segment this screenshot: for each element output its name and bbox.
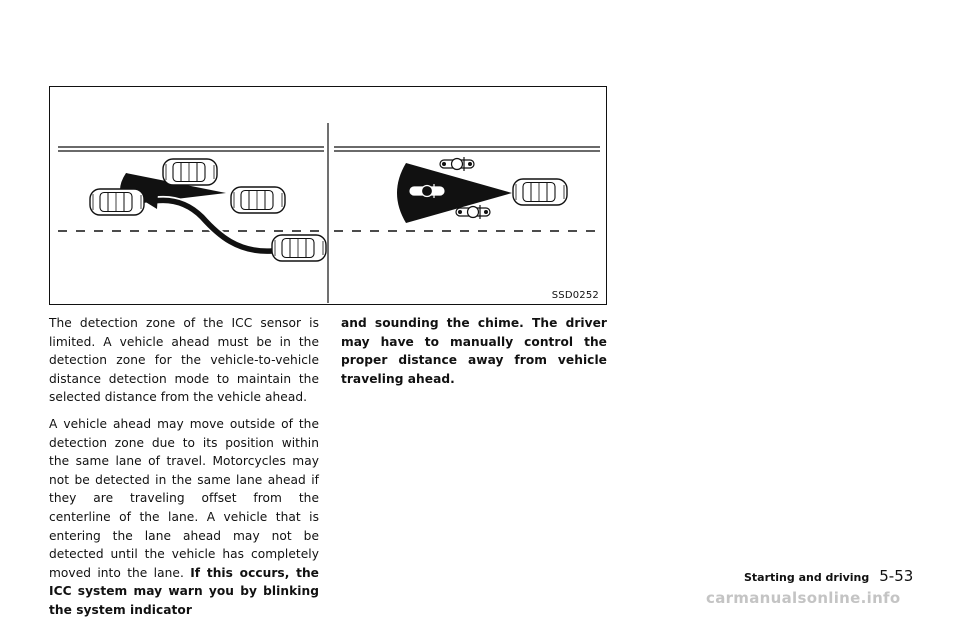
figure-icc-detection-zone bbox=[49, 86, 607, 305]
detection-zone-illustration bbox=[50, 87, 608, 306]
figure-label: SSD0252 bbox=[551, 290, 599, 301]
warning-text: If this occurs, the ICC system may warn you by blinking the system indicator bbox=[49, 565, 319, 617]
car-icon bbox=[272, 235, 326, 261]
car-icon bbox=[231, 187, 285, 213]
section-title: Starting and driving bbox=[744, 571, 870, 584]
paragraph bbox=[49, 415, 319, 620]
car-icon bbox=[513, 179, 567, 205]
text-column-right bbox=[341, 314, 607, 396]
motorcycle-icon bbox=[440, 157, 474, 171]
watermark: carmanualsonline.info bbox=[706, 589, 901, 607]
paragraph-text: A vehicle ahead may move outside of the detection zone due to its position within the same lane of travel. Motorcycles may not be detected in the same lane ahead if they are traveling offset from the centerline of the lane. A vehicle that is entering the lane ahead may not be detected until the vehicle has completely moved into the lane. bbox=[49, 416, 319, 580]
page-number: 5-53 bbox=[879, 567, 914, 585]
car-icon bbox=[163, 159, 217, 185]
paragraph: The detection zone of the ICC sensor is limited. A vehicle ahead must be in the detection zone for the vehicle-to-vehicle distance detection mode to maintain the selected distance from the vehicle ahead. bbox=[49, 316, 319, 405]
warning-text: and sounding the chime. The driver may have to manually control the proper distance away from vehicle traveling ahead. bbox=[341, 316, 607, 386]
text-column-left bbox=[49, 314, 319, 628]
page-footer bbox=[744, 566, 913, 585]
car-icon bbox=[90, 189, 144, 215]
